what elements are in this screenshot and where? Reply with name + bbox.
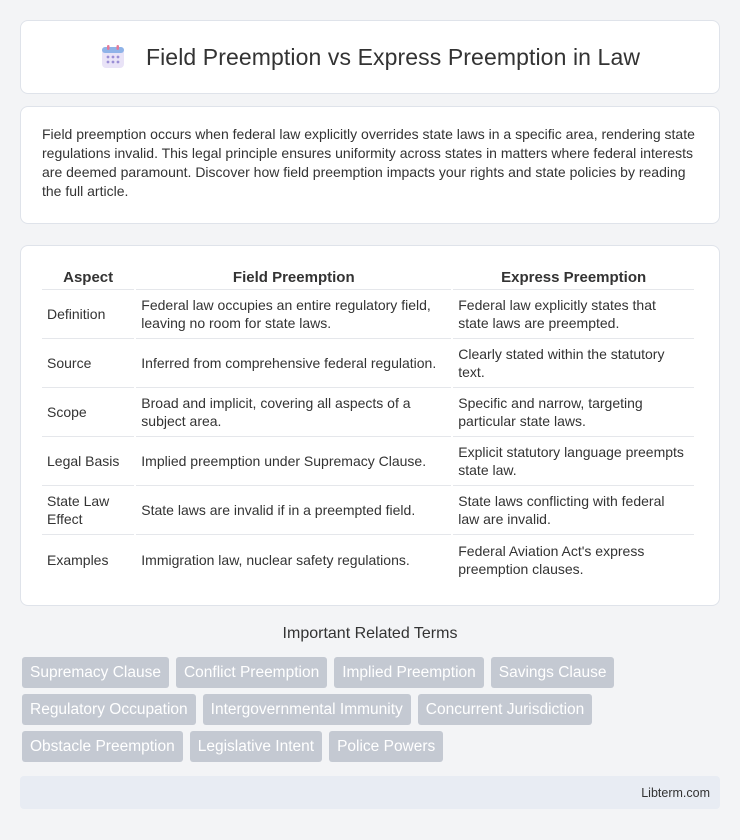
cell-aspect: Scope <box>42 388 134 437</box>
cell-express: State laws conflicting with federal law are invalid. <box>453 486 694 535</box>
cell-aspect: Legal Basis <box>42 437 134 486</box>
comparison-table-card <box>20 245 720 606</box>
footer-site-link[interactable]: Libterm.com <box>641 785 710 800</box>
table-row <box>42 437 694 486</box>
tag-concurrent-jurisdiction[interactable]: Concurrent Jurisdiction <box>418 694 593 725</box>
table-row <box>42 290 694 339</box>
tag-conflict-preemption[interactable]: Conflict Preemption <box>176 657 327 688</box>
tag-regulatory-occupation[interactable]: Regulatory Occupation <box>22 694 196 725</box>
cell-aspect: Examples <box>47 551 109 568</box>
tag-row <box>22 657 722 688</box>
cell-express: Clearly stated within the statutory text. <box>453 339 694 388</box>
header-field-preemption: Field Preemption <box>136 266 451 290</box>
header-card <box>20 20 720 94</box>
related-terms-tags <box>22 657 722 768</box>
cell-field: Broad and implicit, covering all aspects of a subject area. <box>136 388 451 437</box>
calendar-grid-icon <box>100 44 126 70</box>
tag-supremacy-clause[interactable]: Supremacy Clause <box>22 657 169 688</box>
tag-implied-preemption[interactable]: Implied Preemption <box>334 657 484 688</box>
cell-field: Inferred from comprehensive federal regulation. <box>136 339 451 388</box>
header-express-preemption: Express Preemption <box>453 266 694 290</box>
intro-card <box>20 106 720 224</box>
tag-row <box>22 694 722 725</box>
cell-express: Explicit statutory language preempts state law. <box>453 437 694 486</box>
page-title: Field Preemption vs Express Preemption in Law <box>145 43 641 70</box>
table-row <box>42 486 694 535</box>
cell-aspect: Definition <box>42 290 134 339</box>
cell-field: Federal law occupies an entire regulatory field, leaving no room for state laws. <box>136 290 451 339</box>
footer <box>20 776 720 809</box>
comparison-table <box>40 266 696 584</box>
cell-aspect: State Law Effect <box>42 486 134 535</box>
tag-intergovernmental-immunity[interactable]: Intergovernmental Immunity <box>203 694 411 725</box>
cell-field: State laws are invalid if in a preempted field. <box>136 486 451 535</box>
cell-field: Implied preemption under Supremacy Clause. <box>136 437 451 486</box>
cell-field: Immigration law, nuclear safety regulations. <box>141 551 410 568</box>
table-header-row <box>42 266 694 290</box>
cell-express: Federal law explicitly states that state laws are preempted. <box>453 290 694 339</box>
cell-express: Specific and narrow, targeting particular state laws. <box>453 388 694 437</box>
table-row <box>42 339 694 388</box>
cell-aspect: Source <box>42 339 134 388</box>
intro-text: Field preemption occurs when federal law explicitly overrides state laws in a specific area, rendering state regulations invalid. This legal principle ensures uniformity across states in matters where federal interests are deemed paramount. Discover how field preemption impacts your rights and state policies by reading the full article. <box>42 126 695 199</box>
header-aspect: Aspect <box>42 266 134 290</box>
tag-row <box>22 731 722 762</box>
table-row <box>42 535 694 584</box>
tag-savings-clause[interactable]: Savings Clause <box>491 657 615 688</box>
tag-police-powers[interactable]: Police Powers <box>329 731 443 762</box>
tag-obstacle-preemption[interactable]: Obstacle Preemption <box>22 731 183 762</box>
cell-express: Federal Aviation Act's express preemption clauses. <box>458 542 645 577</box>
related-terms-title: Important Related Terms <box>282 625 458 642</box>
tag-legislative-intent[interactable]: Legislative Intent <box>190 731 322 762</box>
table-row <box>42 388 694 437</box>
